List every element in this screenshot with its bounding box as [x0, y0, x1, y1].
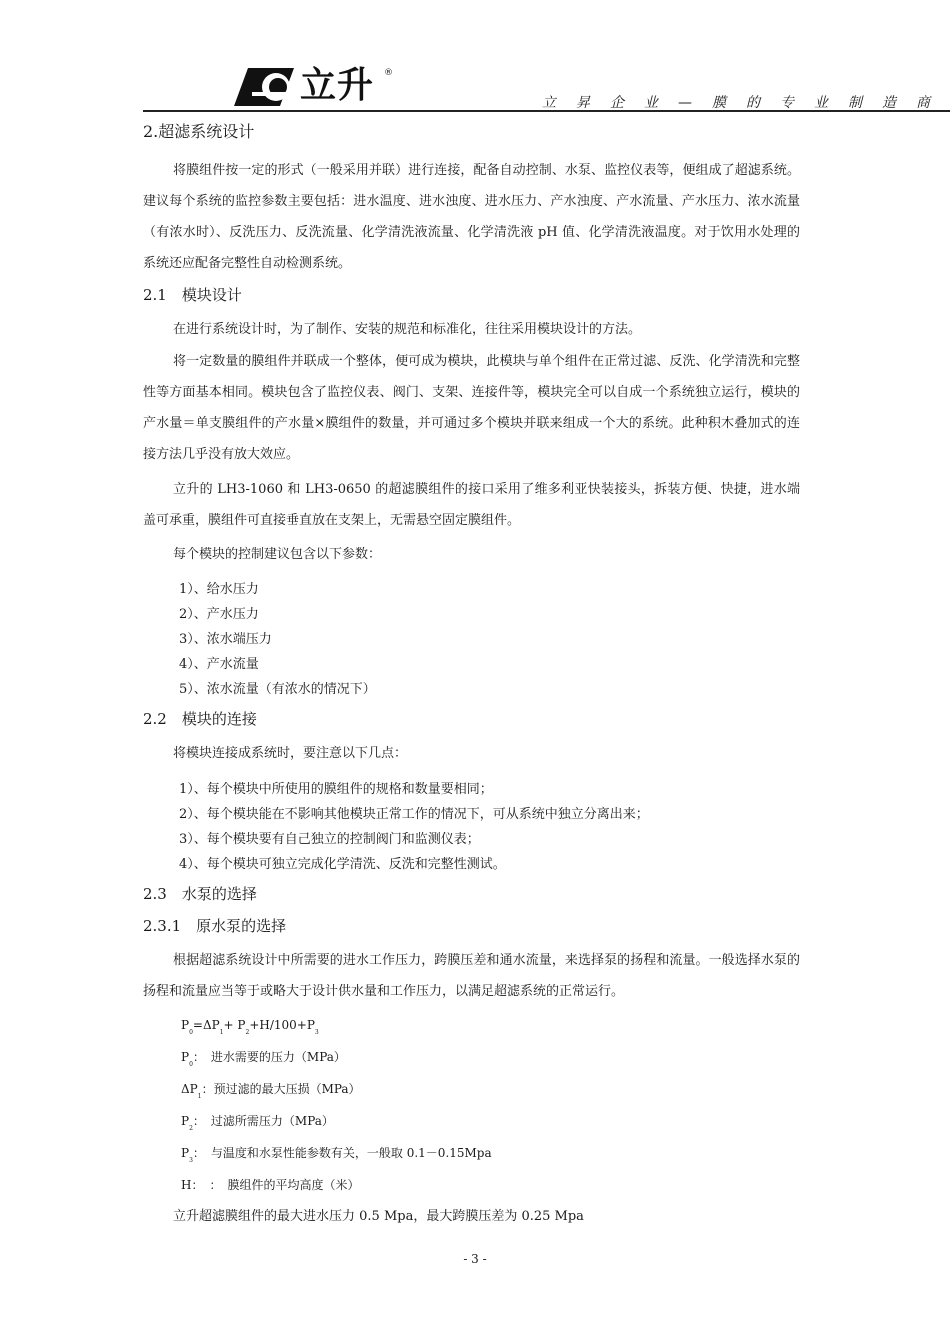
section-2-1-para-2: 将一定数量的膜组件并联成一个整体，便可成为模块，此模块与单个组件在正常过滤、反洗、化学清洗和完整性等方面基本相同。模块包含了监控仪表、阀门、支架、连接件等，模块完全可以自成一个系统独立运行，模块的产水量＝单支膜组件的产水量×膜组件的数量，并可通过多个模块并联来组成一个大的系统。此种积木叠加式的连接方法几乎没有放大效应。 [143, 354, 800, 462]
list-item: 3）、每个模块要有自己独立的控制阀门和监测仪表； [179, 832, 480, 847]
section-2-title: 2.超滤系统设计 [143, 122, 255, 141]
formula-definition: H： ： 膜组件的平均高度（米） [181, 1178, 360, 1192]
section-2-3-title: 2.3 水泵的选择 [143, 885, 257, 903]
logo-text: 立升 [300, 65, 375, 106]
section-2-2-para-1: 将模块连接成系统时，要注意以下几点： [173, 746, 408, 761]
formula-definition: $\Delta P_1$：预过滤的最大压损（MPa） [181, 1082, 361, 1100]
list-item: 1）、每个模块中所使用的膜组件的规格和数量要相同； [179, 782, 493, 797]
list-item: 2）、产水压力 [179, 607, 259, 622]
list-item: 1）、给水压力 [179, 582, 259, 597]
section-2-3-1-title: 2.3.1 原水泵的选择 [143, 917, 287, 935]
header-divider [143, 110, 950, 112]
formula-definition: $P_2$： 过滤所需压力（MPa） [181, 1114, 334, 1132]
section-2-1-para-4: 每个模块的控制建议包含以下参数： [173, 547, 382, 562]
pressure-formula: $P_0=\Delta P_1+ P_2+H/100+P_3$ [181, 1018, 319, 1036]
section-2-3-1-para-1: 根据超滤系统设计中所需要的进水工作压力，跨膜压差和通水流量，来选择泵的扬程和流量。一般选择水泵的扬程和流量应当等于或略大于设计供水量和工作压力，以满足超滤系统的正常运行。 [143, 953, 800, 999]
formula-definition: $P_0$： 进水需要的压力（MPa） [181, 1050, 346, 1068]
list-item: 3）、浓水端压力 [179, 632, 272, 647]
list-item: 4）、产水流量 [179, 657, 259, 672]
header-slogan: 立昇企业—膜的专业制造商 [542, 95, 950, 111]
section-2-intro: 将膜组件按一定的形式（一般采用并联）进行连接，配备自动控制、水泵、监控仪表等，便组成了超滤系统。建议每个系统的监控参数主要包括：进水温度、进水浊度、进水压力、产水浊度、产水流量、产水压力、浓水流量（有浓水时）、反洗压力、反洗流量、化学清洗液流量、化学清洗液 pH 值、化学清洗液温度。对于饮用水处理的系统还应配备完整性自动检测系统。 [143, 163, 800, 271]
registered-mark: ® [384, 68, 393, 78]
section-2-1-title: 2.1 模块设计 [143, 286, 242, 304]
section-2-1-para-1: 在进行系统设计时，为了制作、安装的规范和标准化，往往采用模块设计的方法。 [173, 322, 642, 337]
list-item: 2）、每个模块能在不影响其他模块正常工作的情况下，可从系统中独立分离出来； [179, 807, 649, 822]
section-2-1-para-3: 立升的 LH3-1060 和 LH3-0650 的超滤膜组件的接口采用了维多利亚快装接头，拆装方便、快捷，进水端盖可承重，膜组件可直接垂直放在支架上，无需悬空固定膜组件。 [143, 482, 800, 528]
section-2-3-1-closing: 立升超滤膜组件的最大进水压力 0.5 Mpa，最大跨膜压差为 0.25 Mpa [173, 1209, 584, 1224]
section-2-2-title: 2.2 模块的连接 [143, 710, 257, 728]
formula-definition: $P_3$： 与温度和水泵性能参数有关，一般取 0.1－0.15Mpa [181, 1146, 492, 1164]
list-item: 5）、浓水流量（有浓水的情况下） [179, 682, 376, 697]
page-number: - 3 - [463, 1252, 487, 1266]
list-item: 4）、每个模块可独立完成化学清洗、反洗和完整性测试。 [179, 857, 506, 872]
